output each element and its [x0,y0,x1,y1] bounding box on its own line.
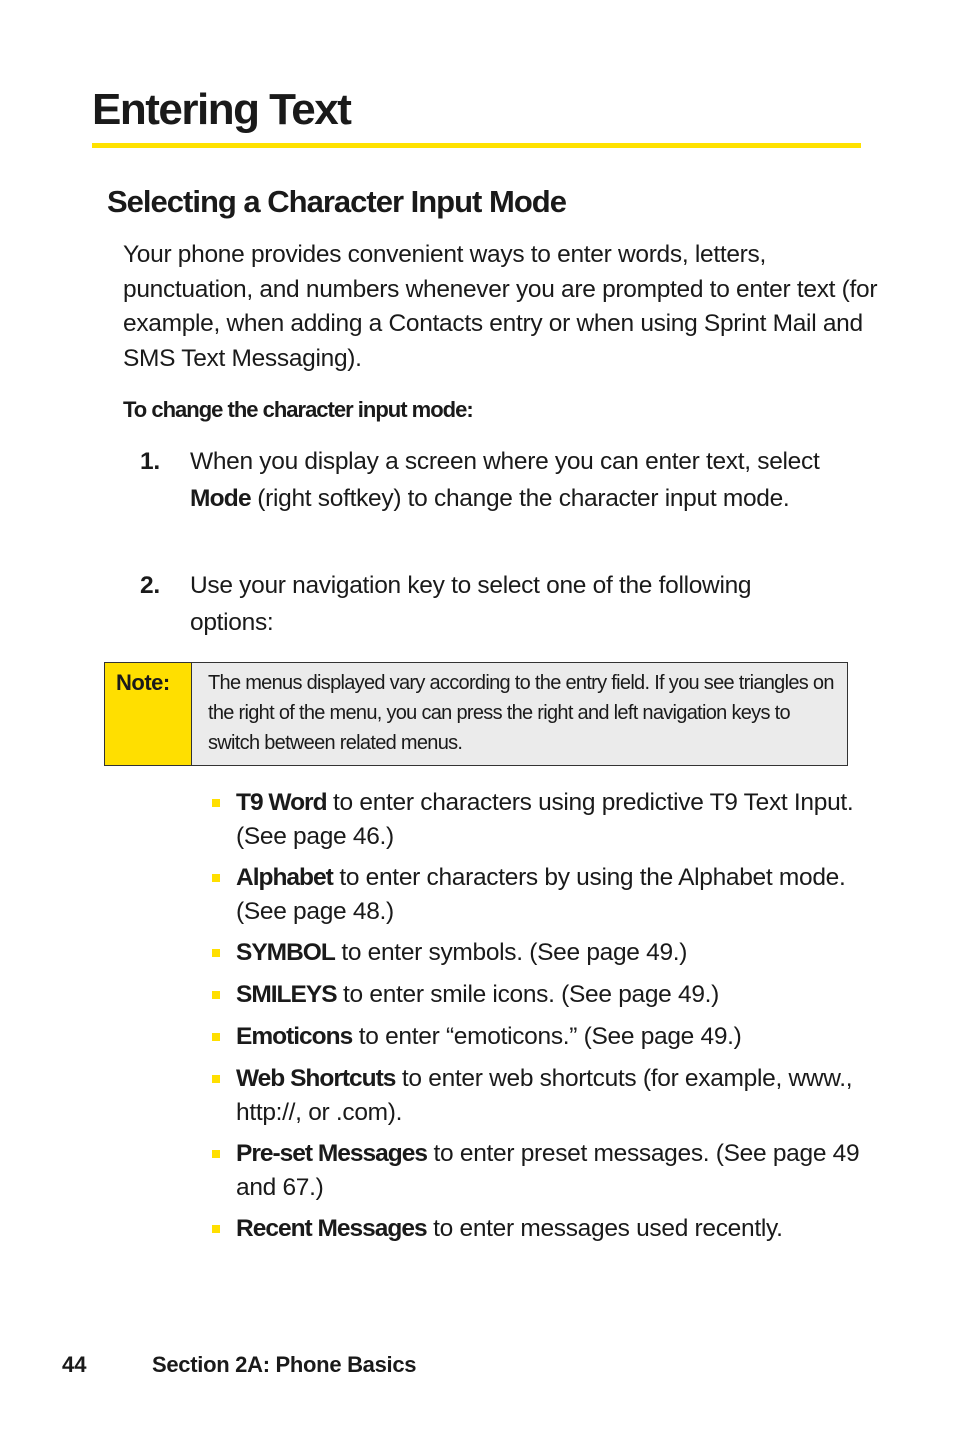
option-name: Alphabet [236,864,333,891]
option-name: Recent Messages [236,1215,427,1242]
step-number: 2. [140,572,160,599]
section-heading: Selecting a Character Input Mode [107,184,566,219]
note-label-cell [105,663,192,765]
step-text: When you display a screen where you can enter text, select Mode (right softkey) to change the character input mode. [190,448,820,512]
mode-softkey-label: Mode [190,484,251,512]
step-text: Use your navigation key to select one of the following options: [190,572,752,636]
note-label: Note: [116,670,170,695]
footer-section-label: Section 2A: Phone Basics [152,1352,417,1377]
option-name: SYMBOL [236,939,335,966]
bullet-square-icon [212,1033,220,1041]
bullet-square-icon [212,949,220,957]
option-name: SMILEYS [236,981,337,1008]
title-underline [92,143,861,148]
procedure-label: To change the character input mode: [123,397,473,422]
bullet-square-icon [212,1225,220,1233]
option-name: Pre-set Messages [236,1140,428,1167]
note-text: The menus displayed vary according to the entry field. If you see triangles on the right of the menu, you can press the right and left navigation keys to switch between related menus. [208,672,834,754]
bullet-square-icon [212,991,220,999]
intro-paragraph: Your phone provides convenient ways to enter words, letters, punctuation, and numbers whenever you are prompted to enter text (for example, when adding a Contacts entry or when using Sprint Mail and SMS Text Messaging). [123,241,878,373]
page-title: Entering Text [92,85,351,134]
bullet-square-icon [212,799,220,807]
bullet-square-icon [212,1150,220,1158]
option-name: Emoticons [236,1023,353,1050]
bullet-square-icon [212,874,220,882]
page-number: 44 [62,1352,87,1377]
step-number: 1. [140,448,160,475]
option-name: Web Shortcuts [236,1065,396,1092]
bullet-square-icon [212,1075,220,1083]
option-name: T9 Word [236,789,327,816]
note-box [104,662,848,766]
